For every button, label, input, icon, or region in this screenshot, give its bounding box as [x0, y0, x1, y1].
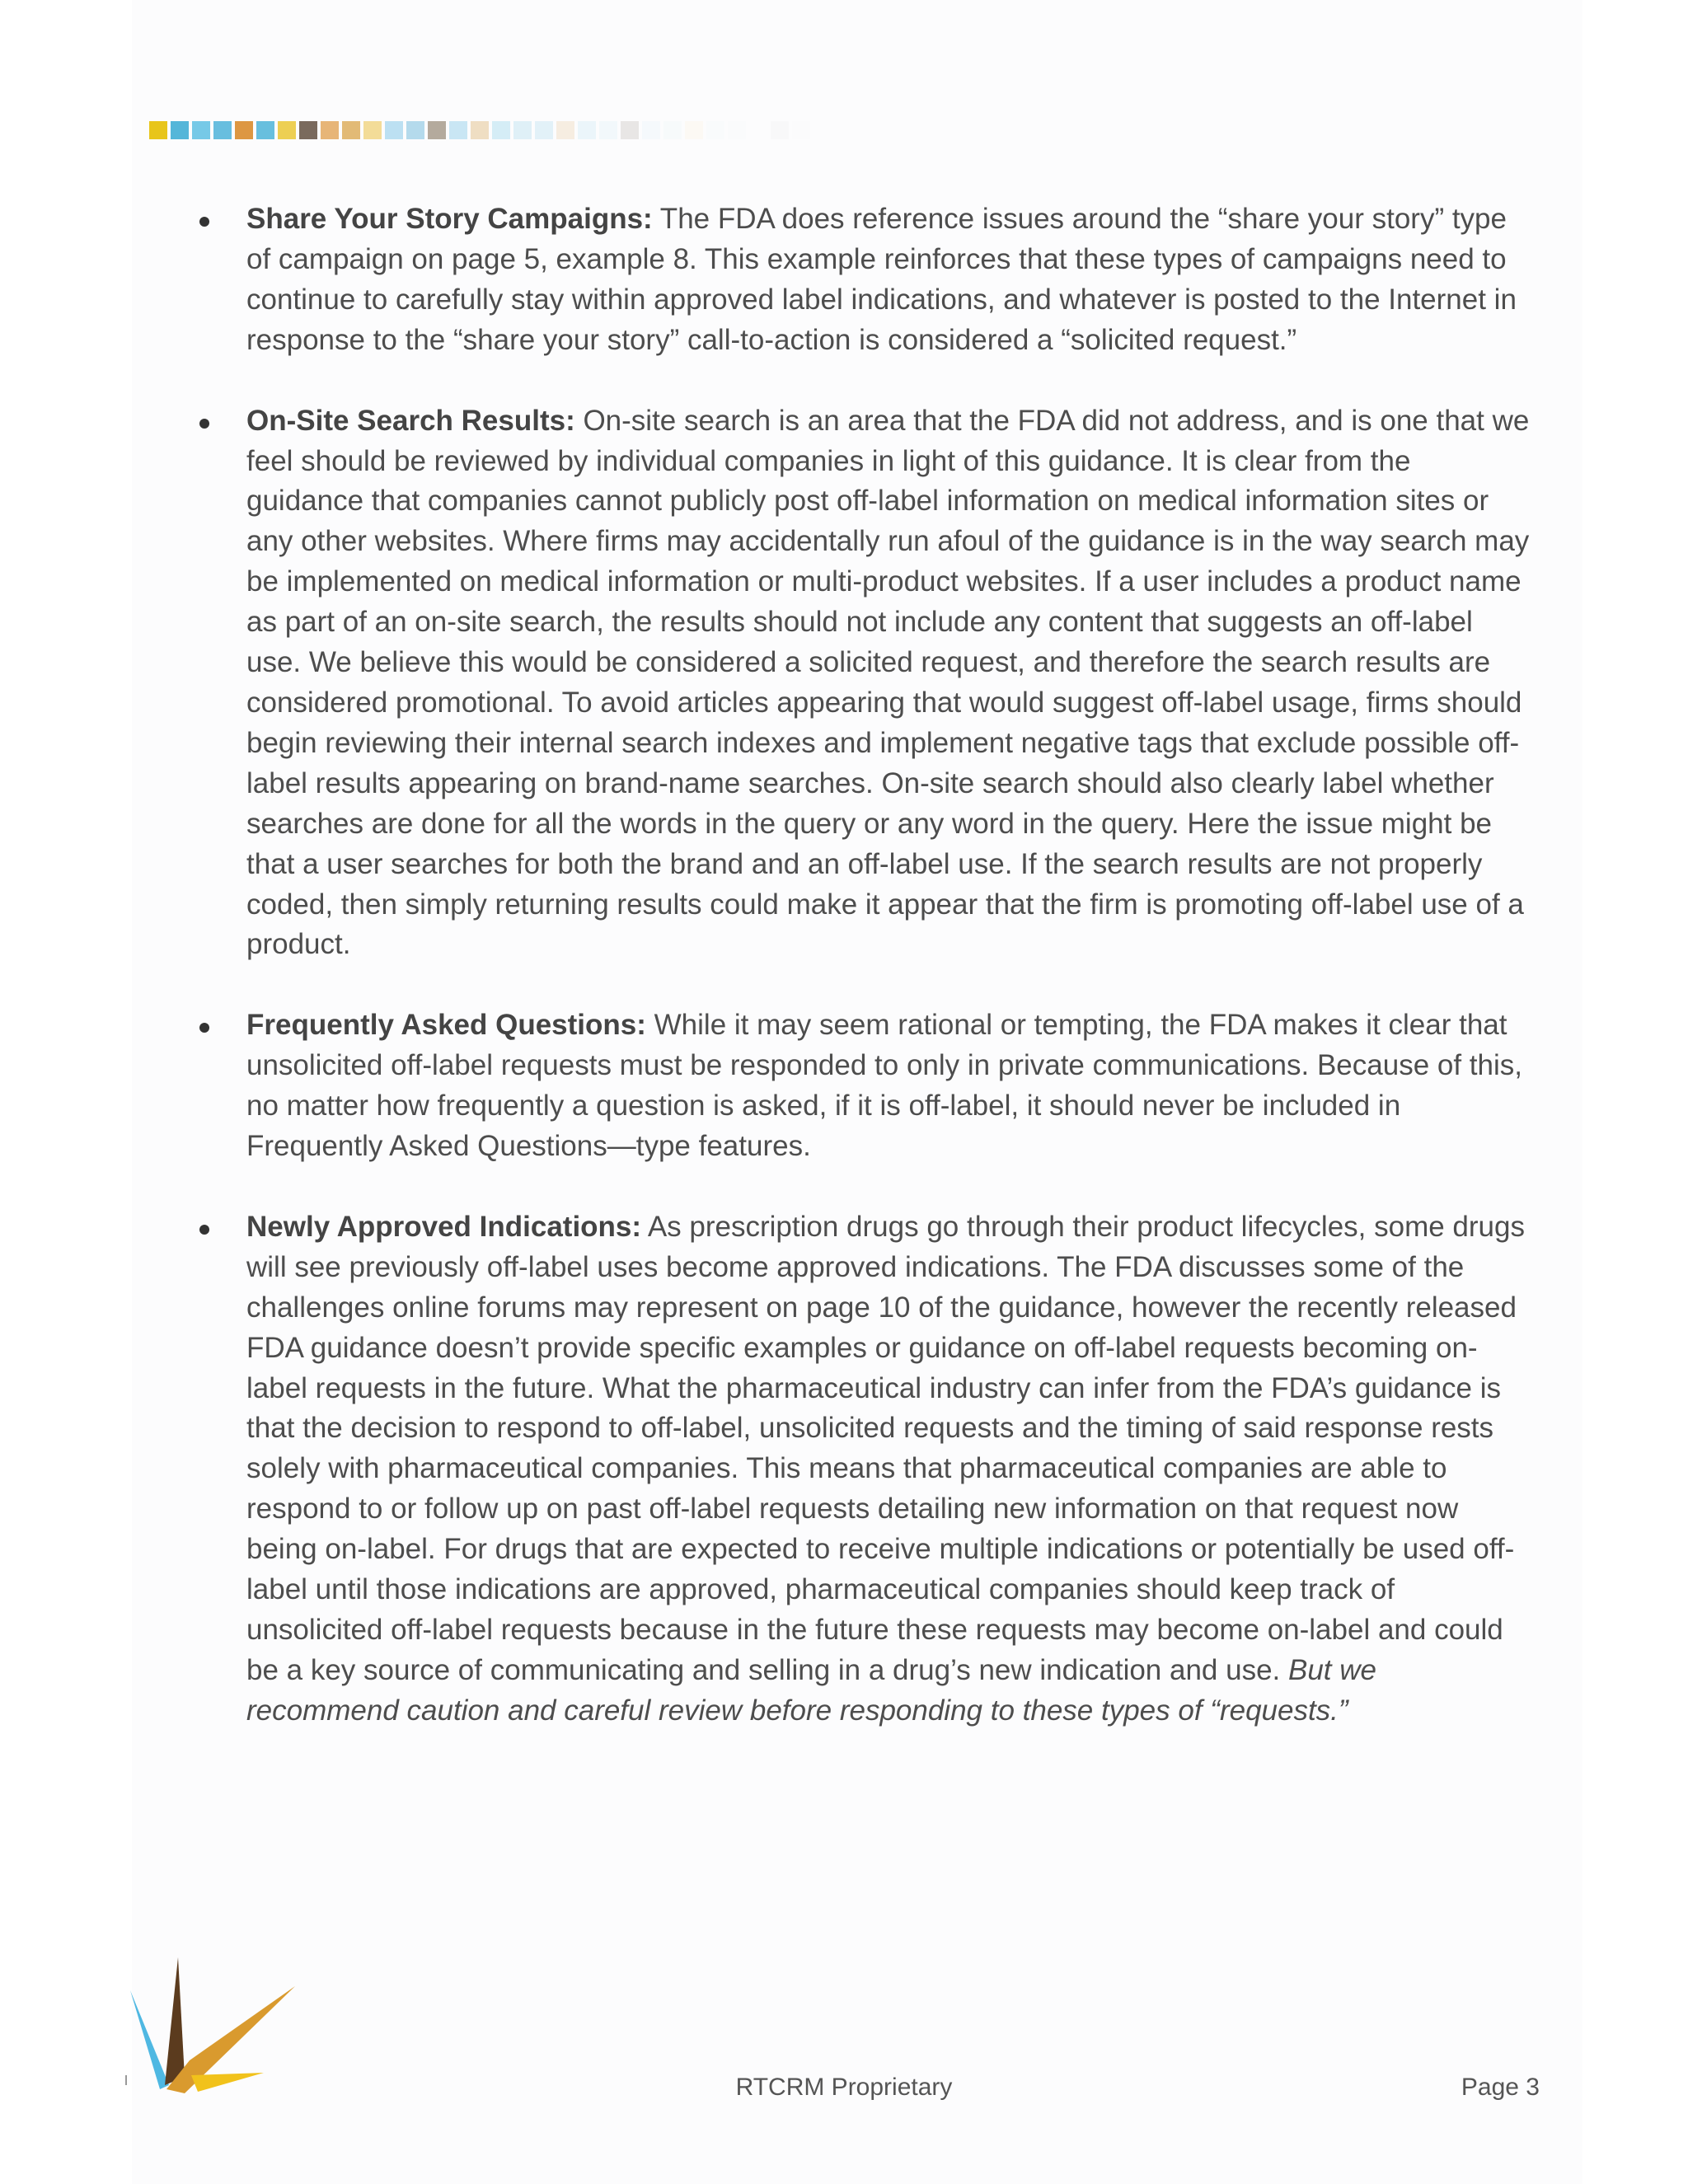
- footer-proprietary-label: RTCRM Proprietary: [735, 2074, 953, 2101]
- bullet-text: As prescription drugs go through their product lifecycles, some drugs will see previously off-label uses become approved indications. The FDA discusses some of the challenges online forums may represent on page 10 of the guidance, however the recently released FDA guidance doesn’t provide specific examples or guidance on off-label requests becoming on-label requests in the future. What the pharmaceutical industry can infer from the FDA’s guidance is that the decision to respond to off-label, unsolicited requests and the timing of said response rests solely with pharmaceutical companies. This means that pharmaceutical companies are able to respond to or follow up on past off-label requests detailing new information on that request now being on-label. For drugs that are expected to receive multiple indications or potentially be used off-label until those indications are approved, pharmaceutical companies should keep track of unsolicited off-label requests because in the future these requests may become on-label and could be a key source of communicating and selling in a drug’s new indication and use.: [246, 1210, 1525, 1686]
- bullet-title: Share Your Story Campaigns:: [246, 203, 653, 235]
- header-mosaic-tile: [278, 121, 296, 139]
- bullet-emphasis-text: But we recommend caution and careful review before responding to these types of “requests.”: [246, 1653, 1376, 1727]
- bullet-dot-icon: [199, 1023, 209, 1033]
- bullet-title: Frequently Asked Questions:: [246, 1009, 646, 1042]
- header-mosaic-tile: [492, 121, 510, 139]
- header-mosaic-tile: [556, 121, 574, 139]
- bullet-text: The FDA does reference issues around the “share your story” type of campaign on page 5, example 8. This example reinforces that these types of campaigns need to continue to carefully stay within approved label indications, and whatever is posted to the Internet in response to the “share your story” call-to-action is considered a “solicited request.”: [246, 203, 1517, 356]
- header-mosaic-tile: [256, 121, 274, 139]
- bullet-text: On-site search is an area that the FDA did not address, and is one that we feel should be reviewed by individual companies in light of this guidance. It is clear from the guidance that companies cannot publicly post off-label information on medical information sites or any other websites. Where firms may accidentally run afoul of the guidance is in the way search may be implemented on medical information or multi-product websites. If a user includes a product name as part of an on-site search, the results should not include any content that suggests an off-label use. We believe this would be considered a solicited request, and therefore the search results are considered promotional. To avoid articles appearing that would suggest off-label usage, firms should begin reviewing their internal search indexes and implement negative tags that exclude possible off-label results appearing on brand-name searches. On-site search should also clearly label whether searches are done for all the words in the query or any word in the query. Here the issue might be that a user searches for both the brand and an off-label use. If the search results are not properly coded, then simply returning results could make it appear that the firm is promoting off-label use of a product.: [246, 404, 1530, 961]
- header-mosaic-tile: [363, 121, 382, 139]
- header-mosaic-tile: [213, 121, 232, 139]
- header-mosaic-tile: [385, 121, 403, 139]
- header-mosaic-tile: [814, 121, 832, 139]
- header-mosaic-tile: [171, 121, 189, 139]
- header-mosaic-tile: [685, 121, 703, 139]
- header-mosaic-tile: [192, 121, 210, 139]
- header-mosaic-tile: [771, 121, 789, 139]
- header-mosaic-tile: [406, 121, 424, 139]
- header-mosaic-tile: [471, 121, 489, 139]
- header-mosaic-tile: [728, 121, 746, 139]
- bullet-newly-approved-indications: [196, 1207, 1531, 1732]
- bullet-dot-icon: [199, 1225, 209, 1235]
- header-mosaic-tile: [428, 121, 446, 139]
- header-mosaic-tile: [299, 121, 317, 139]
- header-mosaic-tile: [599, 121, 617, 139]
- header-mosaic-tile: [149, 121, 167, 139]
- header-mosaic-strip: [149, 121, 832, 139]
- header-mosaic-tile: [449, 121, 467, 139]
- header-mosaic-tile: [342, 121, 360, 139]
- document-body: [196, 199, 1531, 1772]
- header-mosaic-tile: [578, 121, 596, 139]
- bullet-faq: [196, 1005, 1531, 1167]
- header-mosaic-tile: [663, 121, 682, 139]
- bullet-share-your-story: [196, 199, 1531, 361]
- footer-page-number: Page 3: [1461, 2074, 1540, 2101]
- bullet-title: Newly Approved Indications:: [246, 1210, 642, 1243]
- bullet-dot-icon: [199, 217, 209, 227]
- logo-brown-blade: [165, 1957, 185, 2085]
- header-mosaic-tile: [535, 121, 553, 139]
- bullet-title: On-Site Search Results:: [246, 404, 575, 437]
- header-mosaic-tile: [749, 121, 767, 139]
- header-mosaic-tile: [792, 121, 810, 139]
- header-mosaic-tile: [706, 121, 724, 139]
- header-mosaic-tile: [235, 121, 253, 139]
- header-mosaic-tile: [642, 121, 660, 139]
- header-mosaic-tile: [621, 121, 639, 139]
- bullet-text: While it may seem rational or tempting, the FDA makes it clear that unsolicited off-label requests must be responded to only in private communications. Because of this, no matter how frequently a question is asked, if it is off-label, it should never be included in Frequently Asked Questions—type features.: [246, 1009, 1522, 1163]
- bullet-on-site-search: [196, 401, 1531, 966]
- header-mosaic-tile: [513, 121, 532, 139]
- bullet-dot-icon: [199, 419, 209, 429]
- header-mosaic-tile: [321, 121, 339, 139]
